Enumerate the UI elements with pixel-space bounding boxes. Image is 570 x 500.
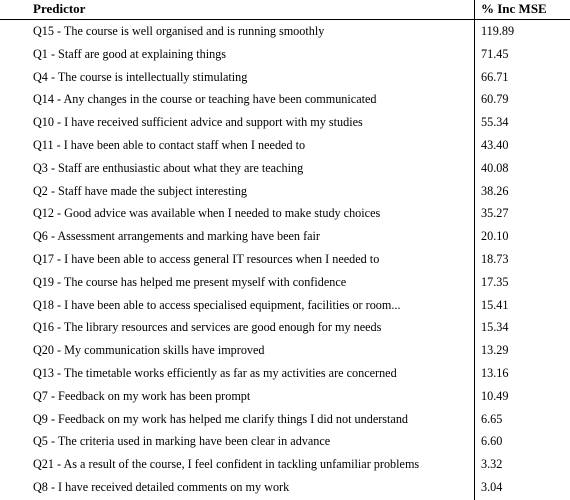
inc-mse-cell: 119.89 <box>481 24 515 38</box>
predictor-cell: Q6 - Assessment arrangements and marking have been fair <box>33 229 320 244</box>
table-row <box>0 134 570 157</box>
table-row <box>0 66 570 89</box>
column-header-predictor: Predictor <box>33 1 86 16</box>
predictor-cell: Q13 - The timetable works efficiently as far as my activities are concerned <box>33 365 397 380</box>
inc-mse-cell: 3.04 <box>481 479 503 494</box>
inc-mse-cell: 17.35 <box>481 274 509 289</box>
inc-mse-cell: 35.27 <box>481 206 509 221</box>
table-row <box>0 88 570 111</box>
predictor-cell: Q7 - Feedback on my work has been prompt <box>33 388 251 403</box>
table-row <box>0 157 570 180</box>
predictor-cell: Q15 - The course is well organised and is running smoothly <box>33 24 325 38</box>
table-row <box>0 385 570 408</box>
table-row <box>0 180 570 203</box>
predictor-cell: Q2 - Staff have made the subject interesting <box>33 183 248 198</box>
predictor-cell: Q12 - Good advice was available when I needed to make study choices <box>33 206 381 221</box>
table-row <box>0 271 570 294</box>
inc-mse-cell: 13.16 <box>481 365 509 380</box>
inc-mse-cell: 40.08 <box>481 160 509 175</box>
inc-mse-cell: 15.34 <box>481 320 509 335</box>
inc-mse-cell: 20.10 <box>481 229 509 244</box>
table-row <box>0 408 570 431</box>
inc-mse-cell: 66.71 <box>481 69 509 84</box>
inc-mse-cell: 71.45 <box>481 46 509 61</box>
predictor-cell: Q4 - The course is intellectually stimulating <box>33 69 248 84</box>
predictor-cell: Q9 - Feedback on my work has helped me clarify things I did not understand <box>33 411 409 426</box>
predictor-cell: Q14 - Any changes in the course or teaching have been communicated <box>33 92 377 107</box>
inc-mse-cell: 15.41 <box>481 297 509 312</box>
predictor-cell: Q11 - I have been able to contact staff when I needed to <box>33 137 306 152</box>
table-row <box>0 453 570 476</box>
inc-mse-cell: 43.40 <box>481 137 509 152</box>
table-row <box>0 248 570 271</box>
table-header-row <box>0 0 570 20</box>
predictor-cell: Q19 - The course has helped me present myself with confidence <box>33 274 347 289</box>
inc-mse-cell: 3.32 <box>481 457 503 472</box>
inc-mse-cell: 18.73 <box>481 251 509 266</box>
table-row <box>0 202 570 225</box>
table-row <box>0 225 570 248</box>
inc-mse-cell: 38.26 <box>481 183 509 198</box>
predictor-cell: Q18 - I have been able to access specialised equipment, facilities or room... <box>33 297 401 312</box>
predictor-cell: Q3 - Staff are enthusiastic about what they are teaching <box>33 160 304 175</box>
table-row <box>0 111 570 134</box>
inc-mse-cell: 13.29 <box>481 343 509 358</box>
inc-mse-cell: 6.60 <box>481 434 503 449</box>
predictor-cell: Q21 - As a result of the course, I feel confident in tackling unfamiliar problems <box>33 457 420 472</box>
predictor-cell: Q5 - The criteria used in marking have been clear in advance <box>33 434 331 449</box>
predictor-cell: Q17 - I have been able to access general IT resources when I needed to <box>33 251 380 266</box>
table-row <box>0 20 570 43</box>
predictor-cell: Q1 - Staff are good at explaining things <box>33 46 227 61</box>
inc-mse-cell: 55.34 <box>481 115 509 130</box>
inc-mse-cell: 10.49 <box>481 388 509 403</box>
table-row <box>0 430 570 453</box>
predictor-cell: Q10 - I have received sufficient advice and support with my studies <box>33 115 363 130</box>
table-row <box>0 362 570 385</box>
inc-mse-cell: 60.79 <box>481 92 509 107</box>
table-row <box>0 316 570 339</box>
column-header-inc-mse: % Inc MSE <box>481 1 547 16</box>
table-row <box>0 339 570 362</box>
table-row <box>0 294 570 317</box>
table-body <box>0 20 570 500</box>
table-row <box>0 476 570 499</box>
predictor-cell: Q20 - My communication skills have improved <box>33 343 265 358</box>
table-row <box>0 43 570 66</box>
predictor-cell: Q8 - I have received detailed comments on my work <box>33 479 290 494</box>
inc-mse-cell: 6.65 <box>481 411 503 426</box>
predictor-cell: Q16 - The library resources and services are good enough for my needs <box>33 320 382 335</box>
